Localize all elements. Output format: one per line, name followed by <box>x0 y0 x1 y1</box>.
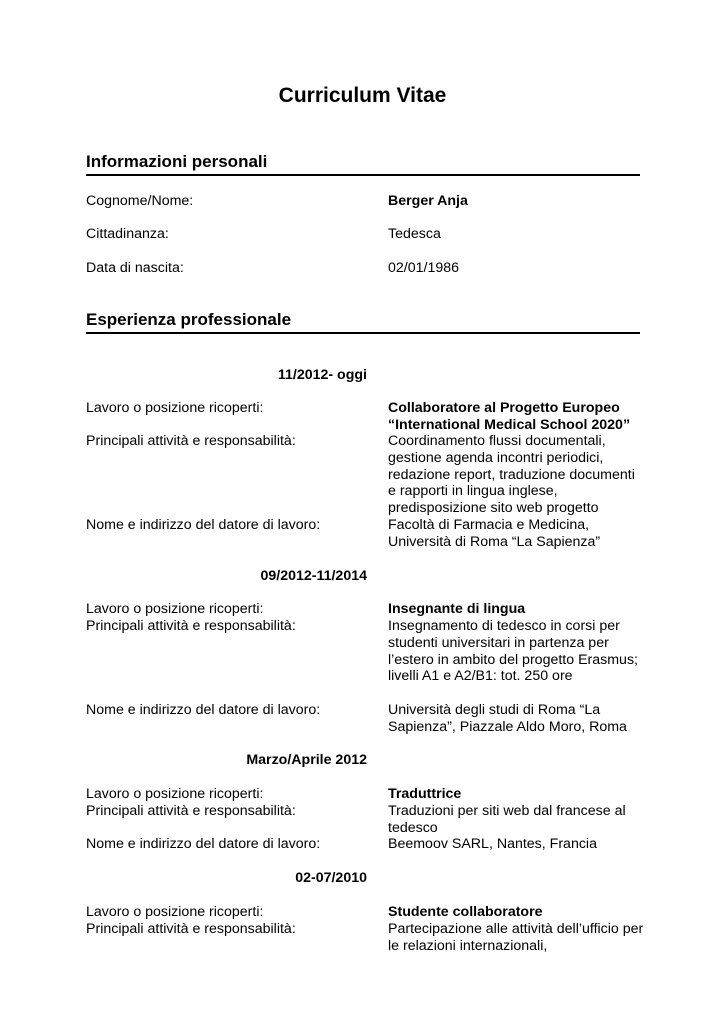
job-position: Insegnante di lingua <box>388 601 526 617</box>
job-date: 11/2012- oggi <box>277 367 367 383</box>
field-label: Principali attività e responsabilità: <box>86 433 296 449</box>
field-value: Tedesca <box>388 226 441 242</box>
document-title: Curriculum Vitae <box>278 84 447 107</box>
field-label: Nome e indirizzo del datore di lavoro: <box>86 836 321 852</box>
job-activities: Insegnamento di tedesco in corsi per studenti universitari in partenza per l’estero in ambito del progetto Erasmus; livelli A1 e A2/B1: tot. 250 ore <box>388 618 638 685</box>
job-activities: Coordinamento flussi documentali, gestione agenda incontri periodici, redazione report, traduzione documenti e rapporti in lingua inglese, predisposizione sito web progetto <box>388 433 635 517</box>
job-date: 02-07/2010 <box>295 870 367 886</box>
job-employer: Facoltà di Farmacia e Medicina, Università di Roma “La Sapienza” <box>388 517 601 550</box>
field-label: Principali attività e responsabilità: <box>86 803 296 819</box>
field-label: Nome e indirizzo del datore di lavoro: <box>86 702 321 718</box>
job-position: Studente collaboratore <box>388 904 543 920</box>
field-label: Lavoro o posizione ricoperti: <box>86 786 264 802</box>
job-date: 09/2012-11/2014 <box>260 568 367 584</box>
job-employer: Beemoov SARL, Nantes, Francia <box>388 836 597 852</box>
field-label: Principali attività e responsabilità: <box>86 618 296 634</box>
job-employer: Università degli studi di Roma “La Sapienza”, Piazzale Aldo Moro, Roma <box>388 702 627 735</box>
field-label: Data di nascita: <box>86 260 184 276</box>
field-label: Cittadinanza: <box>86 226 169 242</box>
field-label: Cognome/Nome: <box>86 193 194 209</box>
field-label: Lavoro o posizione ricoperti: <box>86 601 264 617</box>
job-activities: Partecipazione alle attività dell’ufficio per le relazioni internazionali, <box>388 921 644 954</box>
job-activities: Traduzioni per siti web dal francese al tedesco <box>388 803 626 836</box>
field-value: 02/01/1986 <box>388 260 460 276</box>
section-heading-personal: Informazioni personali <box>86 152 640 176</box>
field-value: Berger Anja <box>388 193 468 209</box>
section-heading-experience: Esperienza professionale <box>86 310 640 334</box>
field-label: Principali attività e responsabilità: <box>86 921 296 937</box>
job-position: Collaboratore al Progetto Europeo “International Medical School 2020” <box>388 400 631 433</box>
field-label: Lavoro o posizione ricoperti: <box>86 400 264 416</box>
field-label: Nome e indirizzo del datore di lavoro: <box>86 517 321 533</box>
job-date: Marzo/Aprile 2012 <box>246 752 367 768</box>
field-label: Lavoro o posizione ricoperti: <box>86 904 264 920</box>
job-position: Traduttrice <box>388 786 462 802</box>
